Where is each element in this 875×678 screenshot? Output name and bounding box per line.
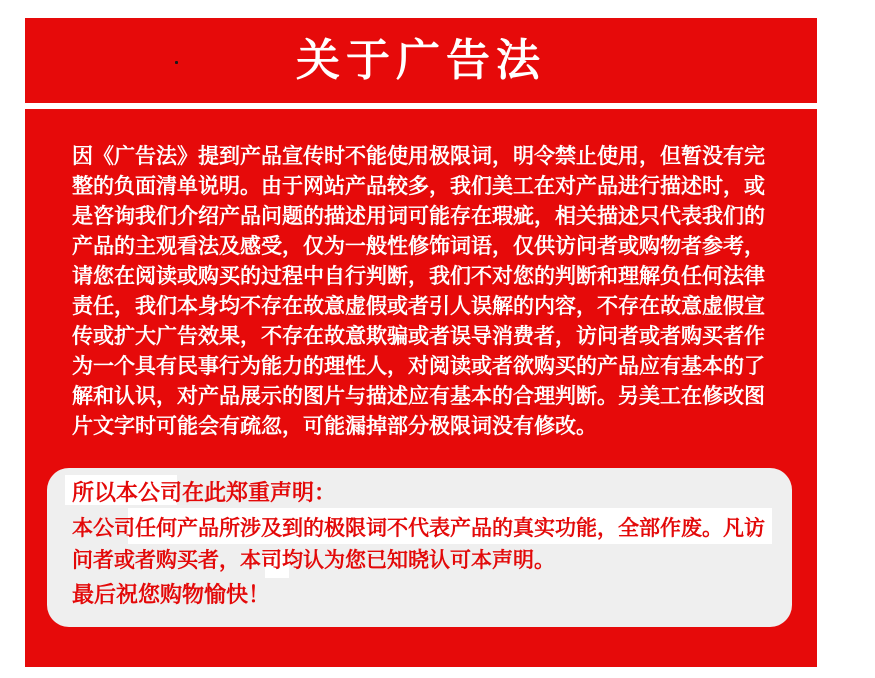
declaration-heading: 所以本公司在此郑重声明：: [72, 480, 337, 505]
notice-panel: [25, 109, 817, 667]
notice-line: 整的负面清单说明。由于网站产品较多，我们美工在对产品进行描述时，或: [72, 175, 765, 198]
artifact-speck: [175, 61, 178, 64]
notice-line: 产品的主观看法及感受，仅为一般性修饰词语，仅供访问者或购物者参考，: [72, 235, 765, 258]
notice-line: 片文字时可能会有疏忽，可能漏掉部分极限词没有修改。: [72, 415, 597, 438]
notice-line: 请您在阅读或购买的过程中自行判断，我们不对您的判断和理解负任何法律: [72, 265, 765, 288]
declaration-line: 问者或者购买者，本司均认为您已知晓认可本声明。: [72, 549, 555, 572]
declaration-line: 本公司任何产品所涉及到的极限词不代表产品的真实功能，全部作废。凡访: [72, 517, 765, 540]
notice-line: 为一个具有民事行为能力的理性人，对阅读或者欲购买的产品应有基本的了: [72, 355, 765, 378]
declaration-closing: 最后祝您购物愉快！: [72, 582, 271, 607]
notice-paragraph: [72, 142, 782, 442]
notice-line: 因《广告法》提到产品宣传时不能使用极限词，明令禁止使用，但暂没有完: [72, 145, 765, 168]
page-title: 关于广告法: [296, 36, 546, 85]
declaration-box: [47, 468, 792, 627]
notice-line: 是咨询我们介绍产品问题的描述用词可能存在瑕疵，相关描述只代表我们的: [72, 205, 765, 228]
header-banner: [25, 18, 817, 103]
notice-line: 传或扩大广告效果，不存在故意欺骗或者误导消费者，访问者或者购买者作: [72, 325, 765, 348]
notice-line: 解和认识，对产品展示的图片与描述应有基本的合理判断。另美工在修改图: [72, 385, 765, 408]
declaration-statement: [72, 513, 765, 577]
notice-line: 责任，我们本身均不存在故意虚假或者引人误解的内容，不存在故意虚假宣: [72, 295, 765, 318]
